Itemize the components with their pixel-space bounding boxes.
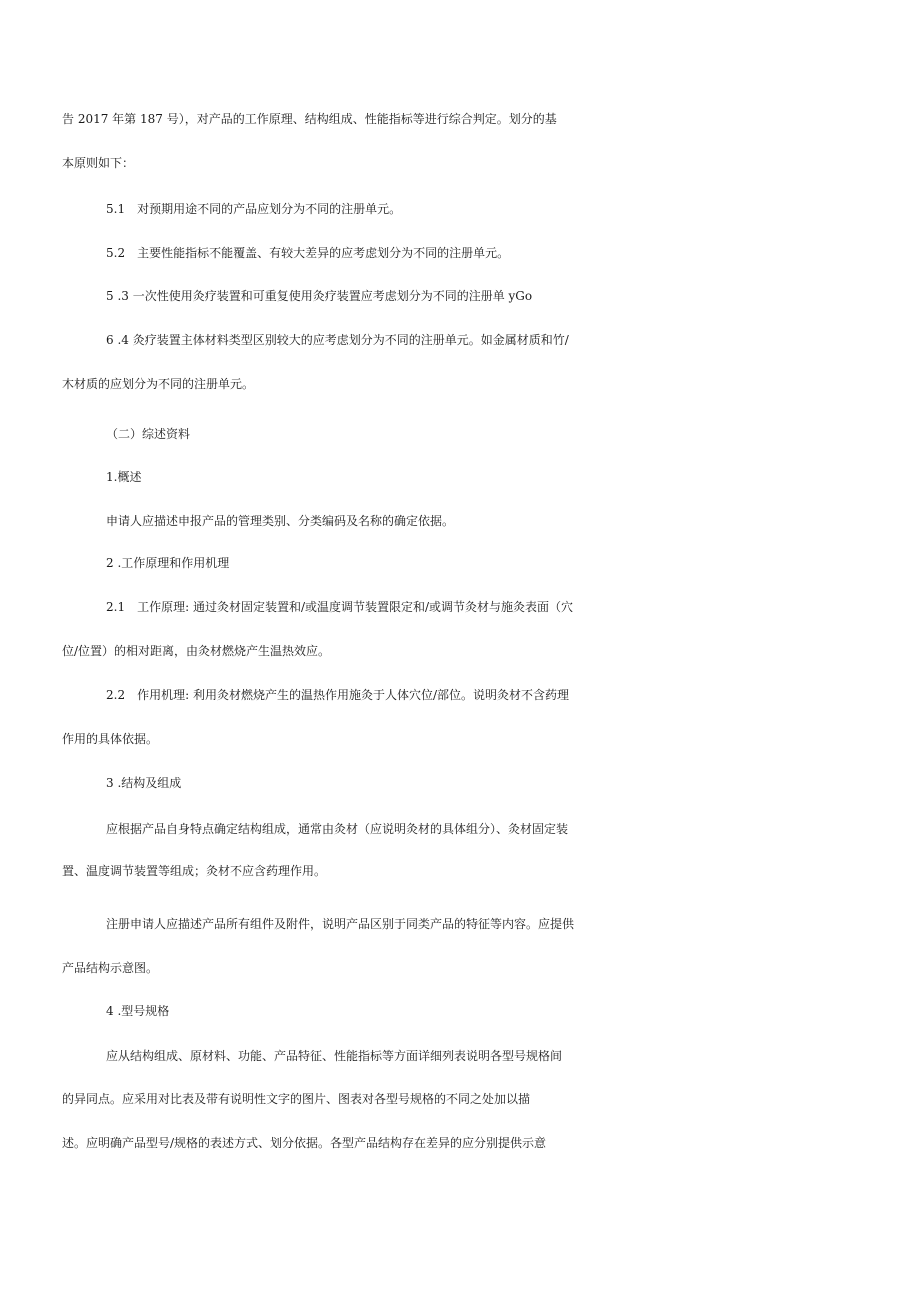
clause-5-3: 5 .3 一次性使用灸疗装置和可重复使用灸疗装置应考虑划分为不同的注册单 yGo [106, 289, 533, 303]
paragraph-line: 应从结构组成、原材料、功能、产品特征、性能指标等方面详细列表说明各型号规格间 [106, 1049, 563, 1063]
paragraph-line: 产品结构示意图。 [62, 961, 159, 975]
paragraph-line: 申请人应描述申报产品的管理类别、分类编码及名称的确定依据。 [106, 514, 455, 528]
paragraph-line: 应根据产品自身特点确定结构组成，通常由灸材（应说明灸材的具体组分）、灸材固定装 [106, 822, 569, 836]
subheading-structure: 3 .结构及组成 [106, 776, 182, 790]
subheading-principle: 2 .工作原理和作用机理 [106, 556, 230, 570]
clause-6-4: 6 .4 灸疗装置主体材料类型区别较大的应考虑划分为不同的注册单元。如金属材质和竹/ [106, 333, 569, 347]
paragraph-line: 作用的具体依据。 [62, 732, 159, 746]
clause-5-2: 5.2 主要性能指标不能覆盖、有较大差异的应考虑划分为不同的注册单元。 [106, 246, 510, 260]
paragraph-line: 注册申请人应描述产品所有组件及附件，说明产品区别于同类产品的特征等内容。应提供 [106, 917, 575, 931]
paragraph-line: 置、温度调节装置等组成；灸材不应含药理作用。 [62, 864, 327, 878]
clause-5-1: 5.1 对预期用途不同的产品应划分为不同的注册单元。 [106, 202, 402, 216]
section-heading-summary: （二）综述资料 [106, 427, 191, 441]
subheading-overview: 1.概述 [106, 470, 142, 484]
subheading-models: 4 .型号规格 [106, 1004, 170, 1018]
paragraph-line: 木材质的应划分为不同的注册单元。 [62, 377, 255, 391]
paragraph-line: 本原则如下： [62, 156, 135, 170]
paragraph-line: 的异同点。应采用对比表及带有说明性文字的图片、图表对各型号规格的不同之处加以描 [62, 1092, 531, 1106]
clause-2-2: 2.2 作用机理: 利用灸材燃烧产生的温热作用施灸于人体穴位/部位。说明灸材不含药理 [106, 688, 569, 702]
paragraph-line: 位/位置）的相对距离，由灸材燃烧产生温热效应。 [62, 644, 331, 658]
clause-2-1: 2.1 工作原理: 通过灸材固定装置和/或温度调节装置限定和/或调节灸材与施灸表面（穴 [106, 600, 574, 614]
paragraph-line: 述。应明确产品型号/规格的表述方式、划分依据。各型产品结构存在差异的应分别提供示意 [62, 1136, 547, 1150]
paragraph-line: 告 2017 年第 187 号），对产品的工作原理、结构组成、性能指标等进行综合判定。划分的基 [62, 112, 557, 126]
